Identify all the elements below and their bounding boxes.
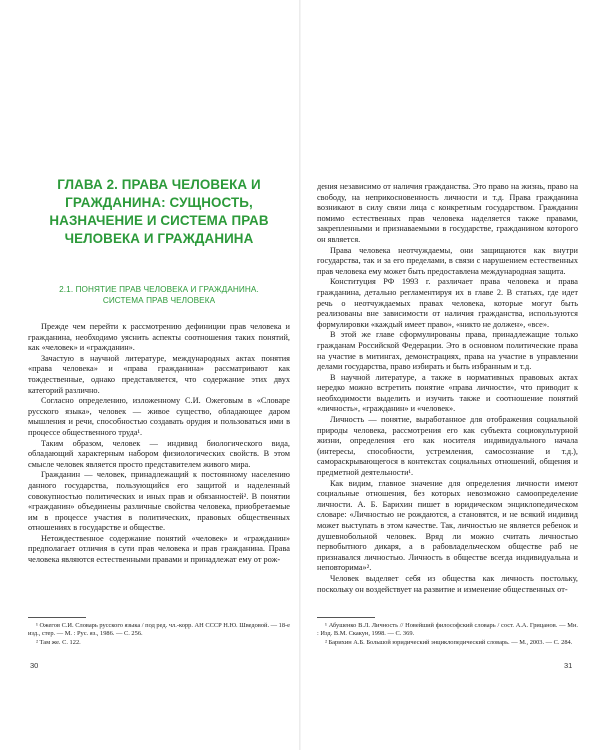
paragraph: Зачастую в научной литературе, международных актах понятия «права человека» и «права гражданина» рассматривают как тождественные, однако представляется, что содержание этих двух категорий различно. xyxy=(28,353,290,395)
page-number-left: 30 xyxy=(30,661,39,670)
page-number-right: 31 xyxy=(564,661,573,670)
footnote: ¹ Ожегов С.И. Словарь русского языка / под ред. чл.-корр. АН СССР Н.Ю. Шведовой. — 18-е изд., стер. — М. : Рус. яз., 1986. — С. 256. xyxy=(28,622,291,638)
paragraph: Согласно определению, изложенному С.И. Ожеговым в «Словаре русского языка», человек — живое существо, обладающее даром мышления и речи, способностью создавать орудия и пользоваться ими в процессе общественного труда¹. xyxy=(28,396,290,437)
section-title-line-2: СИСТЕМА ПРАВ ЧЕЛОВЕКА xyxy=(102,296,216,305)
paragraph: Прежде чем перейти к рассмотрению дефиниции прав человека и гражданина, необходимо уяснить аспекты соотношения таких понятий, как «человек» и «гражданин». xyxy=(28,322,290,353)
right-page xyxy=(300,0,600,750)
footnote: ¹ Абушенко В.Л. Личность // Новейший философский словарь / сост. А.А. Грицанов. — Мн. : Изд. В.М. Скакун, 1998. — С. 369. xyxy=(317,622,578,638)
right-body-text xyxy=(317,182,578,595)
paragraph: Гражданин — человек, принадлежащий к постоянному населению данного государства, пользующийся его защитой и наделенный совокупностью политических и иных прав и обязанностей². В понятии «гражданин» объединены различные свойства человека, приобретаемые им в процессе участия в политических, правовых общественных отношениях в государстве и обществе. xyxy=(28,470,290,533)
paragraph-continued: дения независимо от наличия гражданства. Это право на жизнь, право на свободу, на неприкосновенность личности и т.д. Права гражданина возникают в силу связи лица с конкретным государством. Гражданин помимо естественных прав человека наделяется также правами, закрепленными и признаваемыми в государстве, гражданином которого он является. xyxy=(317,182,578,244)
paragraph: Конституция РФ 1993 г. различает права человека и права гражданина, детально регламентируя их в главе 2. В статьях, где идет речь о неотчуждаемых правах человека, которые могут быть реализованы вне зависимости от наличия гражданства, используются формулировки «каждый имеет право», «никто не должен», «все». xyxy=(317,277,578,329)
paragraph: Нетождественное содержание понятий «человек» и «гражданин» предполагает отличия в сути прав человека и прав гражданина. Права человека являются естественными правами и принадлежат ему от рож- xyxy=(28,533,290,565)
section-title xyxy=(28,284,290,306)
footnote-rule xyxy=(28,617,86,618)
section-title-line-1: 2.1. ПОНЯТИЕ ПРАВ ЧЕЛОВЕКА И ГРАЖДАНИНА. xyxy=(59,285,259,294)
left-footnotes xyxy=(28,617,290,649)
paragraph: В этой же главе сформулированы права, принадлежащие только гражданам Российской Федерации. Это в основном политические права на участие в митингах, демонстрациях, права на участие в управлении делами государства, право избирать и быть избранным и т.д. xyxy=(317,330,578,372)
left-body-text xyxy=(28,322,290,566)
paragraph: Права человека неотчуждаемы, они защищаются как внутри государства, так и за его пределами, в связи с нарушением естественных прав человека ему может быть предоставлена международная защита. xyxy=(317,245,578,276)
right-footnotes xyxy=(317,617,578,649)
chapter-title: ГЛАВА 2. ПРАВА ЧЕЛОВЕКА И ГРАЖДАНИНА: СУЩНОСТЬ, НАЗНАЧЕНИЕ И СИСТЕМА ПРАВ ЧЕЛОВЕКА И ГРАЖДАНИНА xyxy=(49,177,269,246)
paragraph: В научной литературе, а также в нормативных правовых актах нередко можно встретить понятие «права личности», что приводит к необходимости выделить и изучить также и соотношение понятий «личность», «гражданин» и «человек». xyxy=(317,372,578,414)
paragraph: Таким образом, человек — индивид биологического вида, обладающий характерным набором физиологических свойств. В этом смысле человек является просто представителем живого мира. xyxy=(28,438,290,469)
paragraph: Человек выделяет себя из общества как личность постольку, поскольку он воздействует на развитие и изменение общественных от- xyxy=(317,573,578,594)
footnote: ² Там же. С. 122. xyxy=(36,639,81,647)
footnote: ² Барихин А.Б. Большой юридический энциклопедический словарь. — М., 2003. — С. 284. xyxy=(325,639,573,647)
paragraph: Как видим, главное значение для определения личности имеют социальные отношения, без которых невозможно самоопределение личности. А. Б. Барихин пишет в юридическом энциклопедическом словаре: «Личностью не рождаются, а становятся, и не всякий индивид может выступать в этом качестве. Так, личностью не является ребенок и душевнобольной человек. Вряд ли можно считать личностью первобытного дикаря, а в рабовладельческом обществе раб не признавался личностью. Личность в обществе всегда индивидуальна и неповторима»². xyxy=(317,478,578,573)
paragraph: Личность — понятие, выработанное для отображения социальной природы человека, рассмотрения его как субъекта социокультурной жизни, определения его как носителя индивидуального начала (интересы, способности, устремления, самосознание и т.д.), самораскрывающегося в контекстах социальных отношений, общения и предметной деятельности¹. xyxy=(317,415,578,478)
footnote-rule xyxy=(317,617,375,618)
